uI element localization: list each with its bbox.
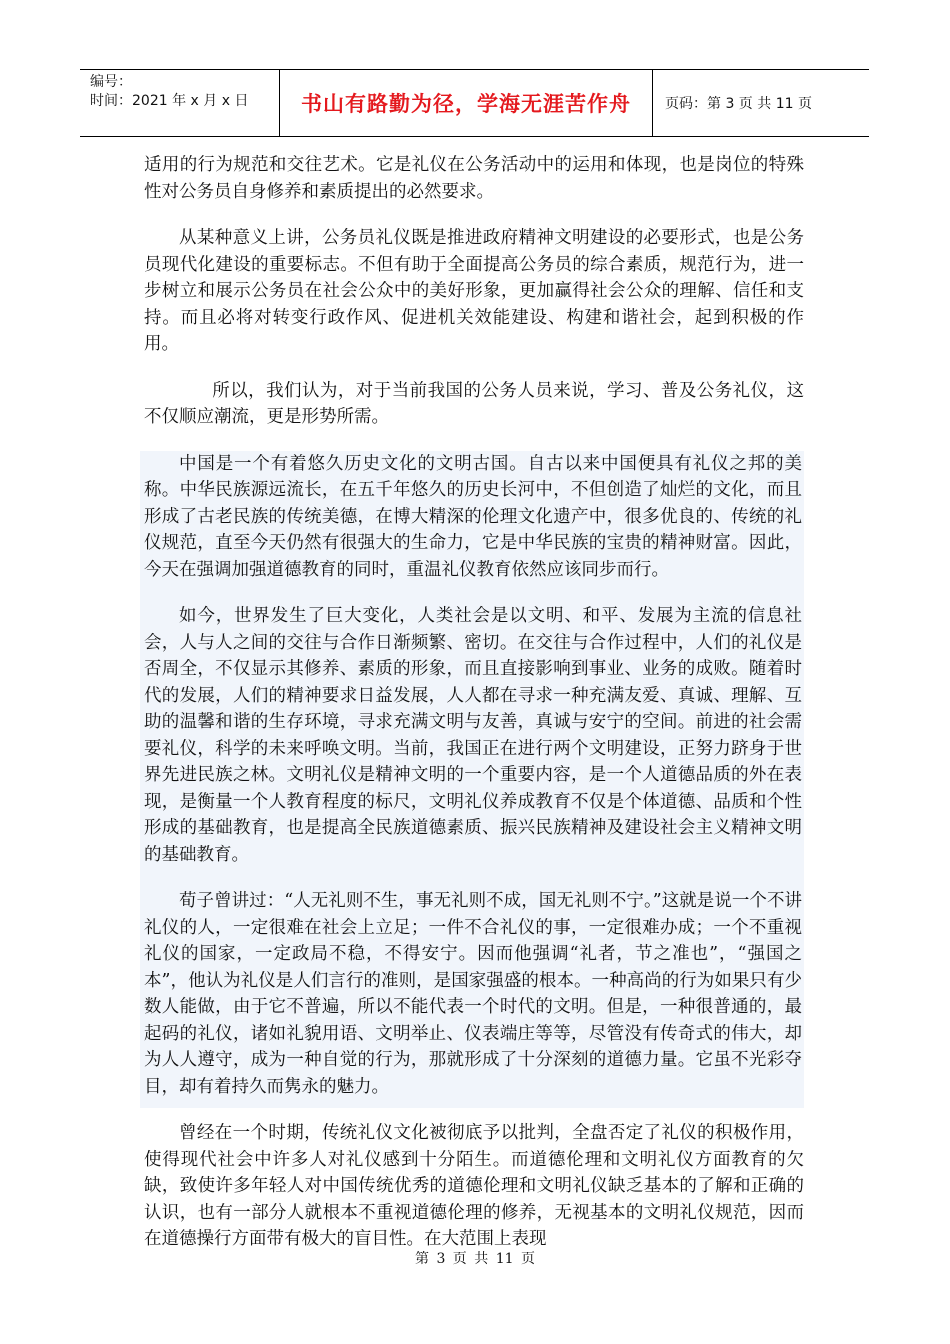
paragraph: 中国是一个有着悠久历史文化的文明古国。自古以来中国便具有礼仪之邦的美称。中华民族源远流长，在五千年悠久的历史长河中，不但创造了灿烂的文化，而且形成了古老民族的传统美德，在博大精深的伦理文化遗产中，很多优良的、传统的礼仪规范，直至今天仍然有很强大的生命力，它是中华民族的宝贵的精神财富。因此，今天在强调加强道德教育的同时，重温礼仪教育依然应该同步而行。 (144, 453, 802, 580)
paragraph: 如今，世界发生了巨大变化，人类社会是以文明、和平、发展为主流的信息社会，人与人之间的交往与合作日渐频繁、密切。在交往与合作过程中，人们的礼仪是否周全，不仅显示其修养、素质的形象，而且直接影响到事业、业务的成败。随着时代的发展，人们的精神要求日益发展，人人都在寻求一种充满友爱、真诚、理解、互助的温馨和谐的生存环境，寻求充满文明与友善，真诚与安宁的空间。前进的社会需要礼仪，科学的未来呼唤文明。当前，我国正在进行两个文明建设，正努力跻身于世界先进民族之林。文明礼仪是精神文明的一个重要内容，是一个人道德品质的外在表现，是衡量一个人教育程度的标尺，文明礼仪养成教育不仅是个体道德、品质和个性形成的基础教育，也是提高全民族道德素质、振兴民族精神及建设社会主义精神文明的基础教育。 (144, 606, 802, 865)
paragraph: 从某种意义上讲，公务员礼仪既是推进政府精神文明建设的必要形式，也是公务员现代化建设的重要标志。不但有助于全面提高公务员的综合素质，规范行为，进一步树立和展示公务员在社会公众中的美好形象，更加赢得社会公众的理解、信任和支持。而且必将对转变行政作风、促进机关效能建设、构建和谐社会，起到积极的作用。 (144, 228, 804, 354)
paragraph: 荀子曾讲过：“人无礼则不生，事无礼则不成，国无礼则不宁。”这就是说一个不讲礼仪的人，一定很难在社会上立足；一件不合礼仪的事，一定很难办成；一个不重视礼仪的国家，一定政局不稳，不得安宁。因而他强调“礼者，节之准也”，“强国之本”，他认为礼仪是人们言行的准则，是国家强盛的根本。一种高尚的行为如果只有少数人能做，由于它不普遍，所以不能代表一个时代的文明。但是，一种很普通的，最起码的礼仪，诸如礼貌用语、文明举止、仪表端庄等等，尽管没有传奇式的伟大，却为人人遵守，成为一种自觉的行为，那就形成了十分深刻的道德力量。它虽不光彩夺目，却有着持久而隽永的魅力。 (144, 891, 802, 1097)
paragraph: 曾经在一个时期，传统礼仪文化被彻底予以批判，全盘否定了礼仪的积极作用，使得现代社会中许多人对礼仪感到十分陌生。而道德伦理和文明礼仪方面教育的欠缺，致使许多年轻人对中国传统优秀的道德伦理和文明礼仪缺乏基本的了解和正确的认识，也有一部分人就根本不重视道德伦理的修养，无视基本的文明礼仪规范，因而在道德操行方面带有极大的盲目性。在大范围上表现 (144, 1123, 804, 1249)
paragraph-continuation: 适用的行为规范和交往艺术。它是礼仪在公务活动中的运用和体现，也是岗位的特殊性对公务员自身修养和素质提出的必然要求。 (144, 155, 804, 202)
paragraph: 所以，我们认为，对于当前我国的公务人员来说，学习、普及公务礼仪，这不仅顺应潮流，更是形势所需。 (144, 380, 804, 427)
date-line: 时间：2021 年 x 月 x 日 (90, 93, 249, 109)
header-motto: 书山有路勤为径，学海无涯苦作舟 (280, 70, 653, 136)
header-meta (80, 70, 280, 136)
shaded-section (140, 451, 804, 1109)
serial-number-label: 编号： (90, 74, 132, 90)
header-page-info: 页码：第 3 页 共 11 页 (665, 96, 812, 112)
document-header (80, 69, 869, 137)
document-body (144, 152, 804, 1249)
page-footer: 第 3 页 共 11 页 (415, 1251, 535, 1267)
